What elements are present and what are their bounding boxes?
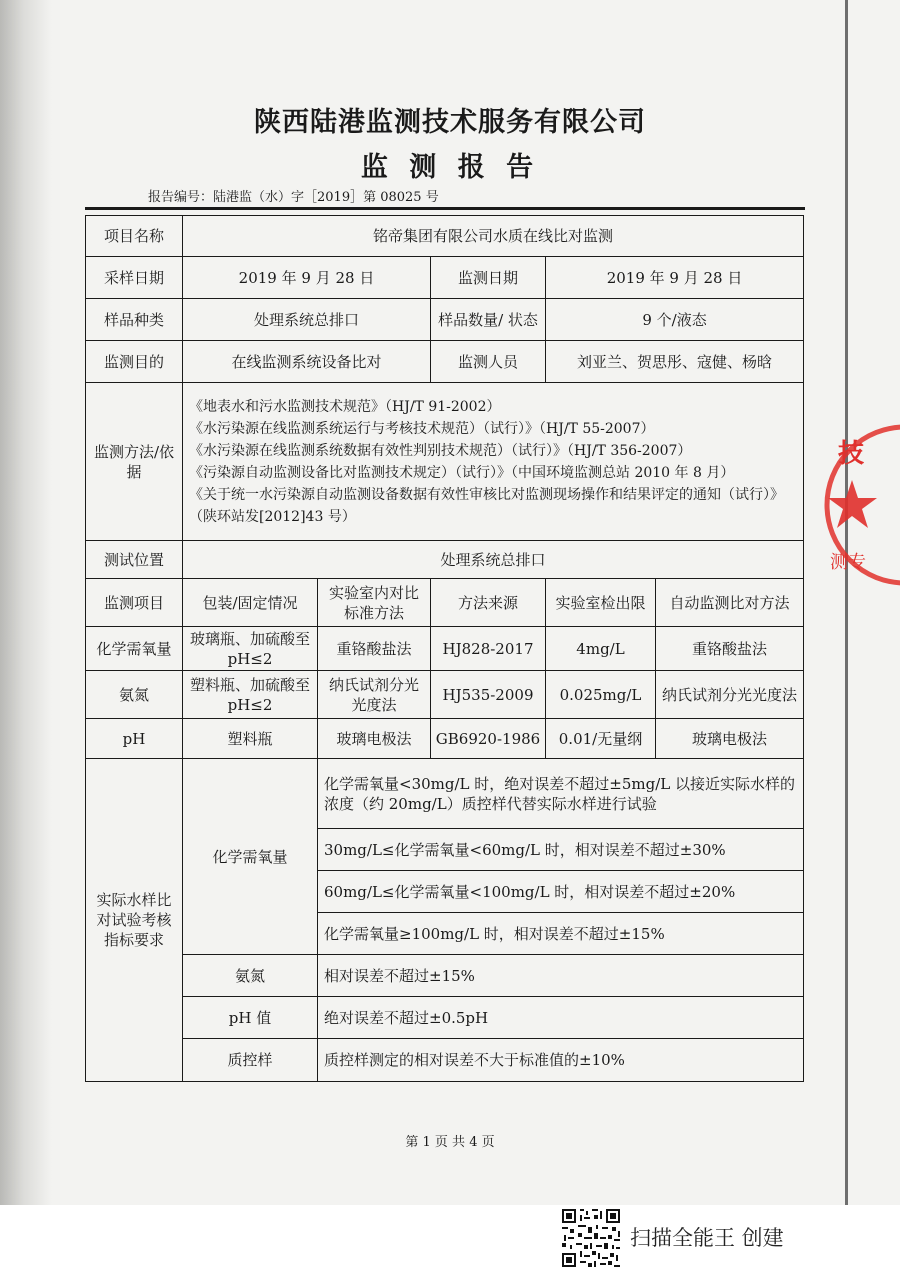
sampling-date-value: 2019 年 9 月 28 日 <box>183 257 431 299</box>
item-row-cod <box>86 627 804 671</box>
criteria-label: 实际水样比对试验考核指标要求 <box>86 759 183 1082</box>
cod-rule-2: 30mg/L≤化学需氧量<60mg/L 时，相对误差不超过±30% <box>318 829 804 871</box>
criteria-ph-label: pH 值 <box>183 997 318 1039</box>
stamp-glyph-bottom: 测专 <box>830 552 866 573</box>
method-ref-1: 《地表水和污水监测技术规范》（HJ/T 91-2002） <box>189 398 501 415</box>
item-packaging: 塑料瓶 <box>183 719 318 759</box>
sample-type-label: 样品种类 <box>86 299 183 341</box>
criteria-row-ph <box>86 997 804 1039</box>
criteria-row-cod-1 <box>86 759 804 829</box>
header-detection-limit: 实验室检出限 <box>546 579 656 627</box>
item-auto-method: 纳氏试剂分光光度法 <box>656 671 804 719</box>
item-packaging: 玻璃瓶、加硫酸至 pH≤2 <box>183 627 318 671</box>
item-lab-method: 重铬酸盐法 <box>318 627 431 671</box>
method-ref-2: 《水污染源在线监测系统运行与考核技术规范）（试行）》（HJ/T 55-2007） <box>189 420 655 437</box>
item-auto-method: 重铬酸盐法 <box>656 627 804 671</box>
method-ref-5: 《关于统一水污染源自动监测设备数据有效性审核比对监测现场操作和结果评定的通知（试行）》（陕环站发[2012]43 号） <box>189 486 784 525</box>
criteria-nh3-label: 氨氮 <box>183 955 318 997</box>
sample-qty-value: 9 个/液态 <box>546 299 804 341</box>
row-dates <box>86 257 804 299</box>
project-value: 铭帝集团有限公司水质在线比对监测 <box>183 216 804 257</box>
header-packaging: 包装/固定情况 <box>183 579 318 627</box>
item-lab-method: 纳氏试剂分光光度法 <box>318 671 431 719</box>
criteria-row-qc <box>86 1039 804 1082</box>
cod-rule-4: 化学需氧量≥100mg/L 时，相对误差不超过±15% <box>318 913 804 955</box>
official-seal-stamp <box>810 420 900 590</box>
monitoring-date-value: 2019 年 9 月 28 日 <box>546 257 804 299</box>
monitoring-date-label: 监测日期 <box>431 257 546 299</box>
method-label: 监测方法/依据 <box>86 383 183 541</box>
personnel-value: 刘亚兰、贺思彤、寇健、杨晗 <box>546 341 804 383</box>
item-packaging: 塑料瓶、加硫酸至 pH≤2 <box>183 671 318 719</box>
qc-rule: 质控样测定的相对误差不大于标准值的±10% <box>318 1039 804 1082</box>
method-references <box>183 383 804 541</box>
item-detection-limit: 4mg/L <box>546 627 656 671</box>
sample-qty-label: 样品数量/ 状态 <box>431 299 546 341</box>
method-ref-3: 《水污染源在线监测系统数据有效性判别技术规范）（试行）》（HJ/T 356-2007） <box>189 442 692 459</box>
test-location-label: 测试位置 <box>86 541 183 579</box>
test-location-value: 处理系统总排口 <box>183 541 804 579</box>
item-row-ph <box>86 719 804 759</box>
nh3-rule: 相对误差不超过±15% <box>318 955 804 997</box>
cod-rule-3: 60mg/L≤化学需氧量<100mg/L 时，相对误差不超过±20% <box>318 871 804 913</box>
item-method-source: HJ828-2017 <box>431 627 546 671</box>
purpose-value: 在线监测系统设备比对 <box>183 341 431 383</box>
purpose-label: 监测目的 <box>86 341 183 383</box>
row-sample <box>86 299 804 341</box>
document-title: 监 测 报 告 <box>360 152 540 183</box>
stamp-glyph-top: 技 <box>838 439 865 469</box>
item-lab-method: 玻璃电极法 <box>318 719 431 759</box>
row-method <box>86 383 804 541</box>
qr-code-icon <box>560 1207 622 1269</box>
header-lab-method: 实验室内对比标准方法 <box>318 579 431 627</box>
item-detection-limit: 0.01/无量纲 <box>546 719 656 759</box>
row-location <box>86 541 804 579</box>
criteria-qc-label: 质控样 <box>183 1039 318 1082</box>
company-name: 陕西陆港监测技术服务有限公司 <box>254 107 646 138</box>
header-auto-method: 自动监测比对方法 <box>656 579 804 627</box>
item-name: 氨氮 <box>86 671 183 719</box>
item-name: 化学需氧量 <box>86 627 183 671</box>
item-method-source: HJ535-2009 <box>431 671 546 719</box>
header-item: 监测项目 <box>86 579 183 627</box>
sampling-date-label: 采样日期 <box>86 257 183 299</box>
report-table <box>85 215 804 1082</box>
page-footer: 第 1 页 共 4 页 <box>405 1135 495 1150</box>
sample-type-value: 处理系统总排口 <box>183 299 431 341</box>
item-name: pH <box>86 719 183 759</box>
item-method-source: GB6920-1986 <box>431 719 546 759</box>
cod-rule-1: 化学需氧量<30mg/L 时，绝对误差不超过±5mg/L 以接近实际水样的浓度（约 20mg/L）质控样代替实际水样进行试验 <box>318 759 804 829</box>
header-rule <box>85 207 805 210</box>
item-auto-method: 玻璃电极法 <box>656 719 804 759</box>
project-label: 项目名称 <box>86 216 183 257</box>
criteria-row-nh3 <box>86 955 804 997</box>
ph-rule: 绝对误差不超过±0.5pH <box>318 997 804 1039</box>
criteria-cod-label: 化学需氧量 <box>183 759 318 955</box>
item-row-nh3 <box>86 671 804 719</box>
report-number: 报告编号：陆港监（水）字［2019］第 08025 号 <box>148 190 439 205</box>
items-header-row <box>86 579 804 627</box>
row-project <box>86 216 804 257</box>
header-method-source: 方法来源 <box>431 579 546 627</box>
method-ref-4: 《污染源自动监测设备比对监测技术规定）（试行）》（中国环境监测总站 2010 年 8 月） <box>189 464 735 481</box>
scanner-watermark: 扫描全能王 创建 <box>630 1226 784 1250</box>
personnel-label: 监测人员 <box>431 341 546 383</box>
row-purpose <box>86 341 804 383</box>
item-detection-limit: 0.025mg/L <box>546 671 656 719</box>
